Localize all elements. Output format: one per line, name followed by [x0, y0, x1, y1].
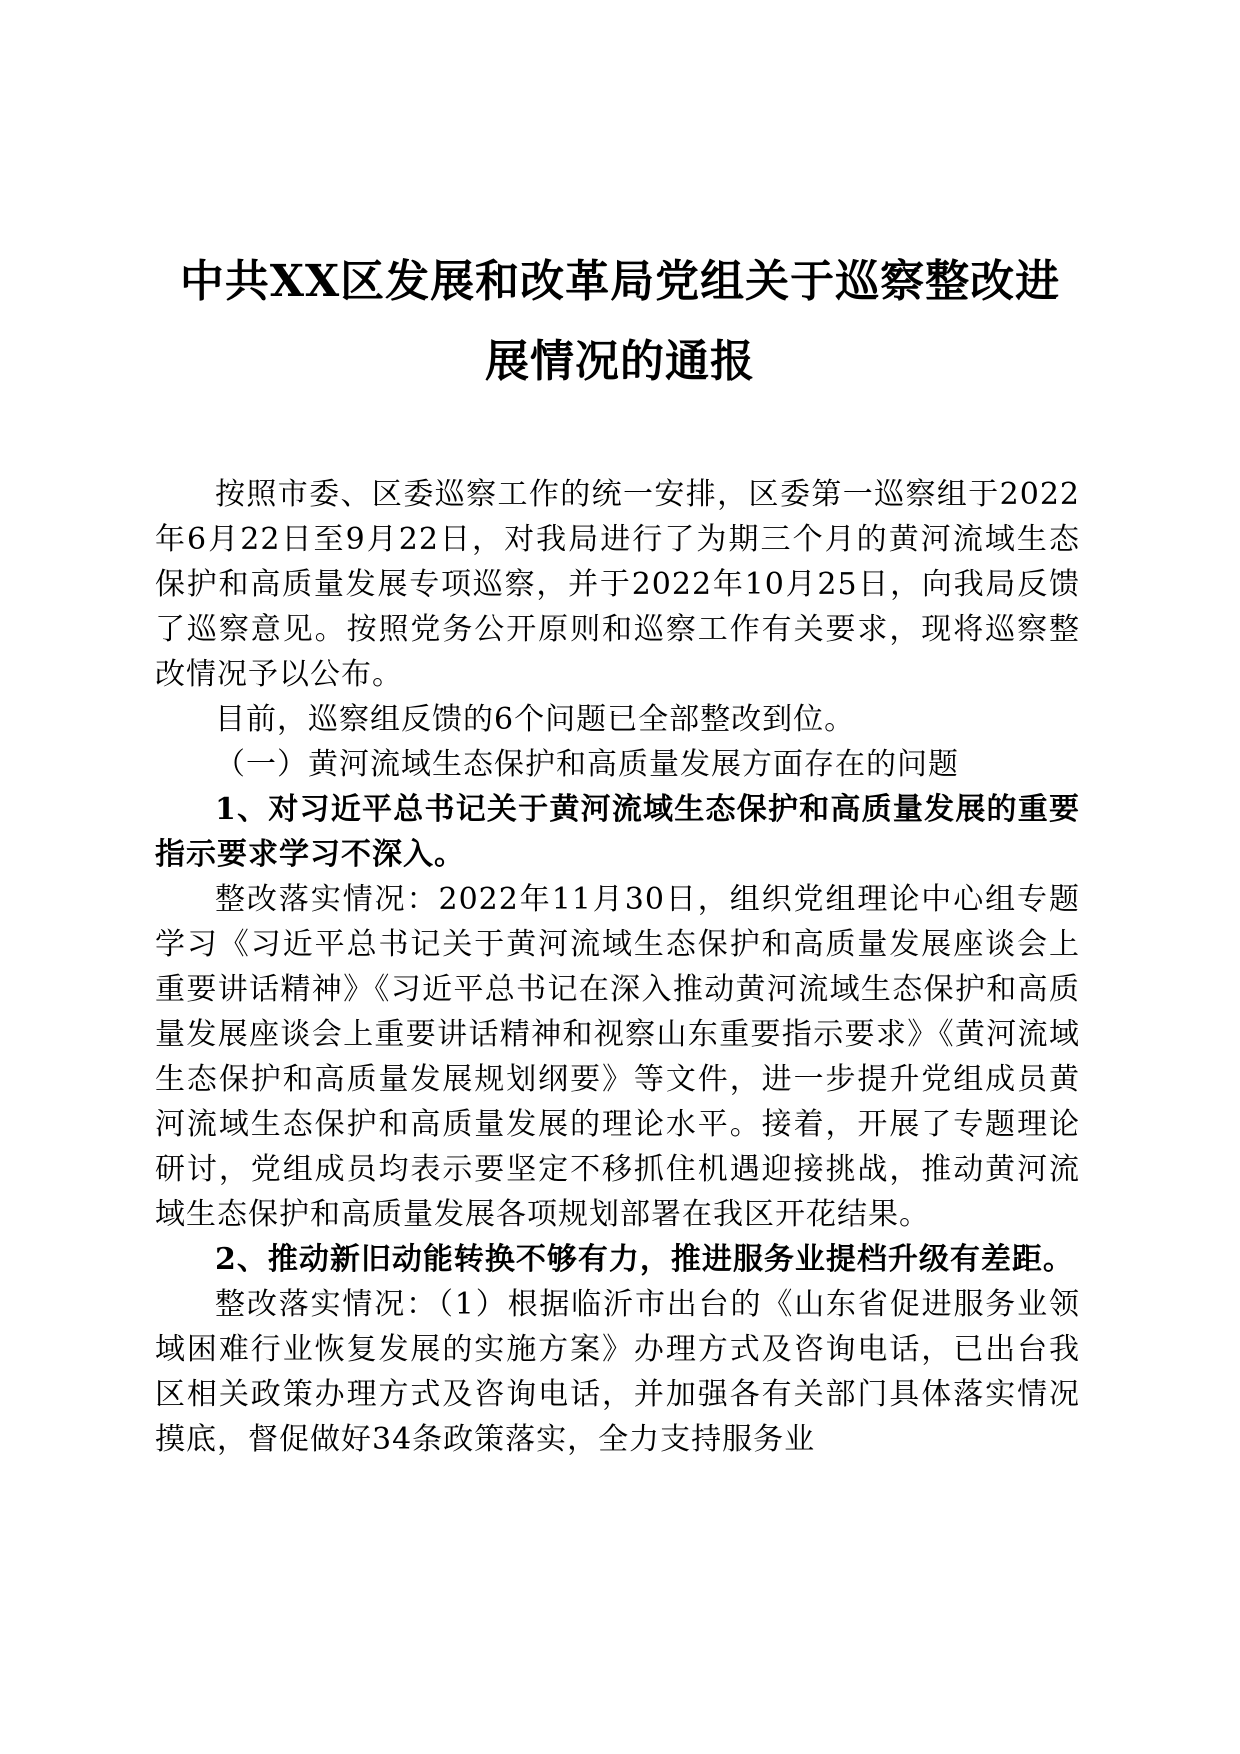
issue-heading-2: 2、推动新旧动能转换不够有力，推进服务业提档升级有差距。 — [215, 1242, 1074, 1277]
issue-heading-1: 1、对习近平总书记关于黄河流域生态保护和高质量发展的重要指示要求学习不深入。 — [155, 792, 1080, 872]
title-line-1: 中共XX区发展和改革局党组关于巡察整改进 — [179, 256, 1061, 307]
document-body — [155, 472, 1080, 1462]
section-heading-1: （一）黄河流域生态保护和高质量发展方面存在的问题 — [215, 747, 959, 782]
document-title — [150, 242, 1090, 402]
rectification-paragraph-1: 整改落实情况：2022年11月30日，组织党组理论中心组专题学习《习近平总书记关于黄河流域生态保护和高质量发展座谈会上重要讲话精神》《习近平总书记在深入推动黄河流域生态保护和高质量发展座谈会上重要讲话精神和视察山东重要指示要求》《黄河流域生态保护和高质量发展规划纲要》等文件，进一步提升党组成员黄河流域生态保护和高质量发展的理论水平。接着，开展了专题理论研讨，党组成员均表示要坚定不移抓住机遇迎接挑战，推动黄河流域生态保护和高质量发展各项规划部署在我区开花结果。 — [155, 882, 1080, 1232]
rectification-paragraph-2: 整改落实情况：（1）根据临沂市出台的《山东省促进服务业领域困难行业恢复发展的实施方案》办理方式及咨询电话，已出台我区相关政策办理方式及咨询电话，并加强各有关部门具体落实情况摸底，督促做好34条政策落实，全力支持服务业 — [155, 1287, 1080, 1457]
status-paragraph: 目前，巡察组反馈的6个问题已全部整改到位。 — [215, 702, 856, 737]
title-line-2: 展情况的通报 — [485, 336, 755, 387]
intro-paragraph: 按照市委、区委巡察工作的统一安排，区委第一巡察组于2022年6月22日至9月22日，对我局进行了为期三个月的黄河流域生态保护和高质量发展专项巡察，并于2022年10月25日，向我局反馈了巡察意见。按照党务公开原则和巡察工作有关要求，现将巡察整改情况予以公布。 — [155, 477, 1080, 692]
